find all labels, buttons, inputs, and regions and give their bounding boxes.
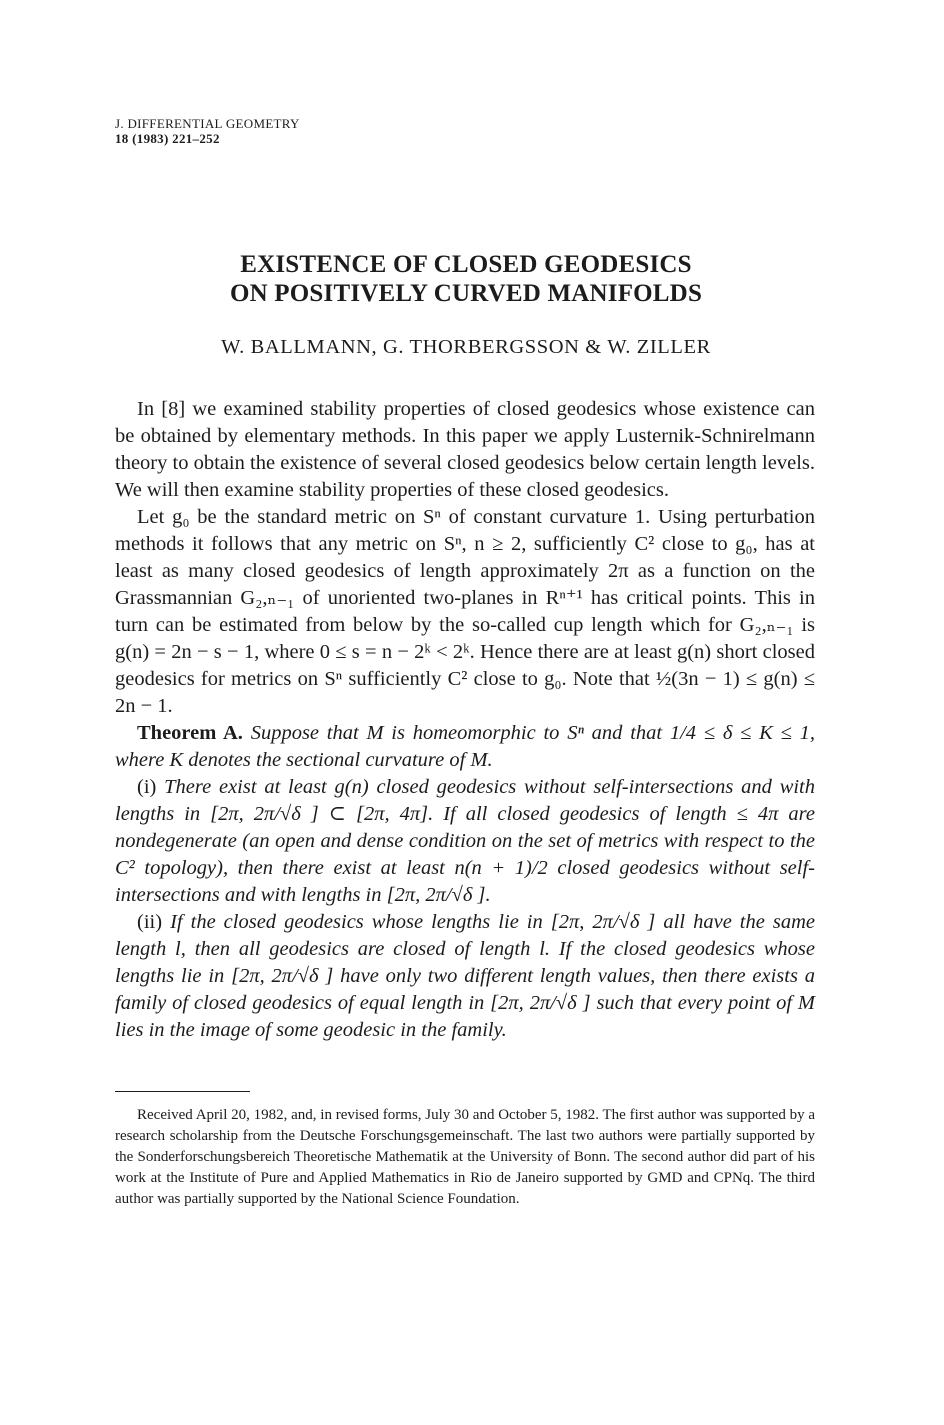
paper-title [0, 250, 932, 308]
journal-name: J. DIFFERENTIAL GEOMETRY [115, 116, 300, 131]
theorem-a [115, 720, 815, 774]
theorem-part-1 [115, 774, 815, 909]
journal-header [115, 116, 300, 146]
theorem-statement: Suppose that M is homeomorphic to Sⁿ and that 1/4 ≤ δ ≤ K ≤ 1, where K denotes the sectional curvature of M. [115, 722, 815, 771]
paragraph-intro: In [8] we examined stability properties of closed geodesics whose existence can be obtained by elementary methods. In this paper we apply Lusternik-Schnirelmann theory to obtain the existence of several closed geodesics below certain length levels. We will then examine stability properties of these closed geodesics. [115, 398, 815, 501]
part-1-text: There exist at least g(n) closed geodesics without self-intersections and with lengths in [2π, 2π/√δ ] ⊂ [2π, 4π]. If all closed geodesics of length ≤ 4π are nondegenerate (an open and dense condition on the set of metrics with respect to the C² topology), then there exist at least n(n + 1)/2 closed geodesics without self-intersections and with lengths in [2π, 2π/√δ ]. [115, 776, 816, 906]
paragraph-second: Let g₀ be the standard metric on Sⁿ of constant curvature 1. Using perturbation methods it follows that any metric on Sⁿ, n ≥ 2, sufficiently C² close to g₀, has at least as many closed geodesics of length approximately 2π as a function on the Grassmannian G₂,ₙ₋₁ of unoriented two-planes in Rⁿ⁺¹ has critical points. This in turn can be estimated from below by the so-called cup length which for G₂,ₙ₋₁ is g(n) = 2n − s − 1, where 0 ≤ s = n − 2ᵏ < 2ᵏ. Hence there are at least g(n) short closed geodesics for metrics on Sⁿ sufficiently C² close to g₀. Note that ½(3n − 1) ≤ g(n) ≤ 2n − 1. [115, 506, 815, 717]
footnote: Received April 20, 1982, and, in revised forms, July 30 and October 5, 1982. The first author was supported by a research scholarship from the Deutsche Forschungsgemeinschaft. The last two authors were partially supported by the Sonderforschungsbereich Theoretische Mathematik at the University of Bonn. The second author did part of his work at the Institute of Pure and Applied Mathematics in Rio de Janeiro supported by GMD and CPNq. The third author was partially supported by the National Science Foundation. [115, 1107, 815, 1207]
title-line-2: ON POSITIVELY CURVED MANIFOLDS [229, 280, 703, 307]
footnote-rule [115, 1091, 250, 1092]
theorem-part-2 [115, 909, 815, 1044]
part-1-label: (i) [137, 776, 157, 798]
title-line-1: EXISTENCE OF CLOSED GEODESICS [240, 251, 692, 278]
journal-volume: 18 (1983) 221–252 [115, 131, 220, 146]
part-2-label: (ii) [137, 911, 163, 933]
part-2-text: If the closed geodesics whose lengths lie in [2π, 2π/√δ ] all have the same length l, then all geodesics are closed of length l. If the closed geodesics whose lengths lie in [2π, 2π/√δ ] have only two different length values, then there exists a family of closed geodesics of equal length in [2π, 2π/√δ ] such that every point of M lies in the image of some geodesic in the family. [115, 911, 816, 1041]
body-text [115, 396, 815, 1044]
authors: W. BALLMANN, G. THORBERGSSON & W. ZILLER [221, 336, 711, 358]
theorem-label: Theorem A. [137, 722, 243, 744]
